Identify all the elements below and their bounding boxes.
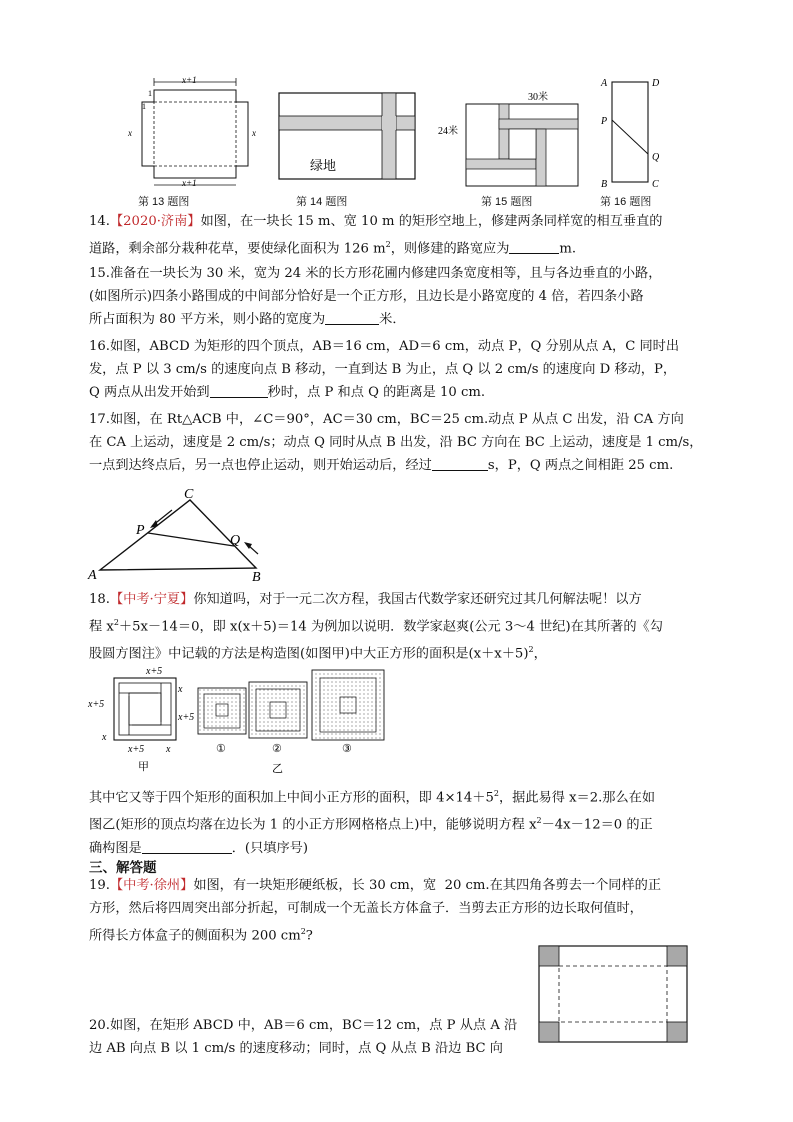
q17-text-1: 17.如图，在 Rt△ACB 中，∠C＝90°，AC＝30 cm，BC＝25 cm.动点 P 从点 C 出发，沿 CA 方向 <box>89 412 684 427</box>
figure-15 <box>436 88 586 188</box>
f18-bottom: x+5 <box>128 744 145 755</box>
f18-g1: ① <box>216 743 226 755</box>
f17-A: A <box>88 568 97 583</box>
q14-text-1: 如图，在一块长 15 m、宽 10 m 的矩形空地上，修建两条同样宽的相互垂直的 <box>200 214 663 229</box>
f18-mid-right: x+5 <box>178 712 195 723</box>
f18-yi: 乙 <box>272 763 283 775</box>
f13-corner-2: 1 <box>142 102 146 111</box>
question-18-cont <box>89 782 711 860</box>
q19-text-1: 如图，有一块矩形硬纸板，长 30 cm，宽 20 cm.在其四角各剪去一个同样的正 <box>193 878 662 893</box>
question-20 <box>89 1014 711 1060</box>
f17-P: P <box>136 523 145 538</box>
question-18 <box>89 588 711 666</box>
q18-text-2b: ＋5x－14＝0，即 x(x＋5)＝14 为例加以说明．数学家赵爽(公元 3～4 世纪)在其所著的《勾 <box>118 619 663 635</box>
q16-text-2: 发，点 P 以 3 cm/s 的速度向点 B 移动，一直到达 B 为止，点 Q 以 2 cm/s 的速度向 D 移动，P， <box>89 362 677 377</box>
q16-text-1: 16.如图，ABCD 为矩形的四个顶点，AB＝16 cm，AD＝6 cm，动点 P，Q 分别从点 A，C 同时出 <box>89 339 680 354</box>
figure-14 <box>278 92 418 188</box>
q20-text-2: 边 AB 向点 B 以 1 cm/s 的速度移动；同时，点 Q 从点 B 沿边 BC 向 <box>89 1041 503 1056</box>
f13-left-label: x <box>128 128 132 138</box>
q15-text-3: 所占面积为 80 平方米，则小路的宽度为 <box>89 312 326 327</box>
q18-text-7: ．(只填序号) <box>231 840 308 856</box>
q15-answer-blank[interactable] <box>325 310 379 325</box>
f14-label: 绿地 <box>310 158 337 173</box>
q18-text-3: 股圆方图注》中记载的方法是构造图(如图甲)中大正方形的面积是(x＋x＋5) <box>89 646 529 662</box>
q18-text-4b: ，据此易得 x＝2.那么在如 <box>498 790 656 806</box>
q18-source: 【中考·宁夏】 <box>109 592 194 607</box>
f17-Q: Q <box>230 533 241 548</box>
q17-text-3: 一点到达终点后，另一点也停止运动，则开始运动后，经过 <box>89 458 432 473</box>
question-16 <box>89 335 711 404</box>
f18-g3: ③ <box>342 743 352 755</box>
q18-sup-1: 2 <box>113 618 119 627</box>
f18-jia: 甲 <box>138 761 149 773</box>
f13-caption: 第 13 题图 <box>138 196 190 208</box>
f16-A: A <box>601 78 608 89</box>
question-15 <box>89 262 711 331</box>
q17-text-4: s，P，Q 两点之间相距 25 cm. <box>487 458 674 473</box>
q15-text-2: (如图所示)四条小路围成的中间部分恰好是一个正方形，且边长是小路宽度的 4 倍，若四条小路 <box>89 289 644 304</box>
q15-text-1: 15.准备在一块长为 30 米，宽为 24 米的长方形花圃内修建四条宽度相等，且与各边垂直的小路， <box>89 266 662 281</box>
f13-bottom-label: x+1 <box>182 178 197 188</box>
f16-D: D <box>652 78 660 89</box>
question-17 <box>89 408 711 477</box>
q14-text-2: 道路，剩余部分栽种花草，要使绿化面积为 126 m <box>89 241 386 257</box>
q18-text-2: 程 x <box>89 619 114 635</box>
f16-B: B <box>601 179 608 190</box>
q17-answer-blank[interactable] <box>432 456 488 471</box>
q18-text-5: 图乙(矩形的顶点均落在边长为 1 的小正方形网格格点上)中，能够说明方程 x <box>89 817 537 833</box>
q15-text-4: 米． <box>379 312 406 327</box>
q18-sup-3: 2 <box>493 789 499 798</box>
q14-source: 【2020·济南】 <box>109 214 201 229</box>
q14-sup: 2 <box>385 240 391 249</box>
q18-sup-2: 2 <box>528 645 534 655</box>
f18-left2: x <box>102 732 107 743</box>
f13-corner-1: 1 <box>148 89 152 98</box>
q14-text-3: ，则修建的路宽应为 <box>390 241 510 257</box>
q18-answer-blank[interactable] <box>142 839 232 854</box>
f18-top: x+5 <box>146 666 163 677</box>
q19-source: 【中考·徐州】 <box>109 878 194 893</box>
q18-text-1: 你知道吗，对于一元二次方程，我国古代数学家还研究过其几何解法呢！以方 <box>193 592 642 607</box>
q16-text-3: Q 两点从出发开始到 <box>89 385 210 400</box>
f16-caption: 第 16 题图 <box>600 196 652 208</box>
f14-caption: 第 14 题图 <box>296 196 348 208</box>
f13-right-label: x <box>252 128 256 138</box>
f18-left: x+5 <box>88 699 105 710</box>
f16-P: P <box>601 116 608 127</box>
q19-text-3b: ? <box>305 928 313 944</box>
f17-B: B <box>252 570 261 584</box>
q14-text-4: m. <box>559 241 577 257</box>
f16-Q: Q <box>652 152 660 163</box>
f13-top-label: x+1 <box>182 75 197 85</box>
q18-text-3b: ， <box>533 646 547 662</box>
f18-bottom2: x <box>166 744 171 755</box>
section-heading: 三、解答题 <box>89 860 157 876</box>
q14-number: 14. <box>89 214 110 229</box>
figure-18 <box>86 664 396 776</box>
q18-number: 18. <box>89 592 110 607</box>
figure-13 <box>124 74 264 189</box>
f18-g2: ② <box>272 743 282 755</box>
q18-text-6: 确构图是 <box>89 840 142 856</box>
question-14 <box>89 210 711 260</box>
q18-sup-4: 2 <box>536 816 542 826</box>
f15-caption: 第 15 题图 <box>481 196 533 208</box>
figure-17 <box>86 484 276 584</box>
question-19 <box>89 874 711 947</box>
q19-text-2: 方形，然后将四周突出部分折起，可制成一个无盖长方体盒子．当剪去正方形的边长取何值时， <box>89 901 643 916</box>
q16-text-4: 秒时，点 P 和点 Q 的距离是 10 cm. <box>267 385 486 400</box>
q19-number: 19. <box>89 878 110 893</box>
q17-text-2: 在 CA 上运动，速度是 2 cm/s；动点 Q 同时从点 B 出发，沿 BC 方向在 BC 上运动，速度是 1 cm/s， <box>89 435 703 450</box>
q19-sup: 2 <box>300 927 306 936</box>
q18-text-5b: －4x－12＝0 的正 <box>541 817 653 833</box>
q18-text-4: 其中它又等于四个矩形的面积加上中间小正方形的面积，即 4×14＋5 <box>89 790 494 806</box>
f18-right: x <box>178 684 183 695</box>
q19-text-3: 所得长方体盒子的侧面积为 200 cm <box>89 928 301 944</box>
f15-width-label: 30米 <box>528 92 548 103</box>
f16-C: C <box>652 179 659 190</box>
f15-height-label: 24米 <box>438 126 458 137</box>
q20-text-1: 20.如图，在矩形 ABCD 中，AB＝6 cm，BC＝12 cm，点 P 从点 A 沿 <box>89 1018 518 1033</box>
f17-C: C <box>184 487 194 502</box>
q14-answer-blank[interactable] <box>509 239 559 254</box>
q16-answer-blank[interactable] <box>210 383 268 398</box>
figure-16 <box>596 74 666 190</box>
